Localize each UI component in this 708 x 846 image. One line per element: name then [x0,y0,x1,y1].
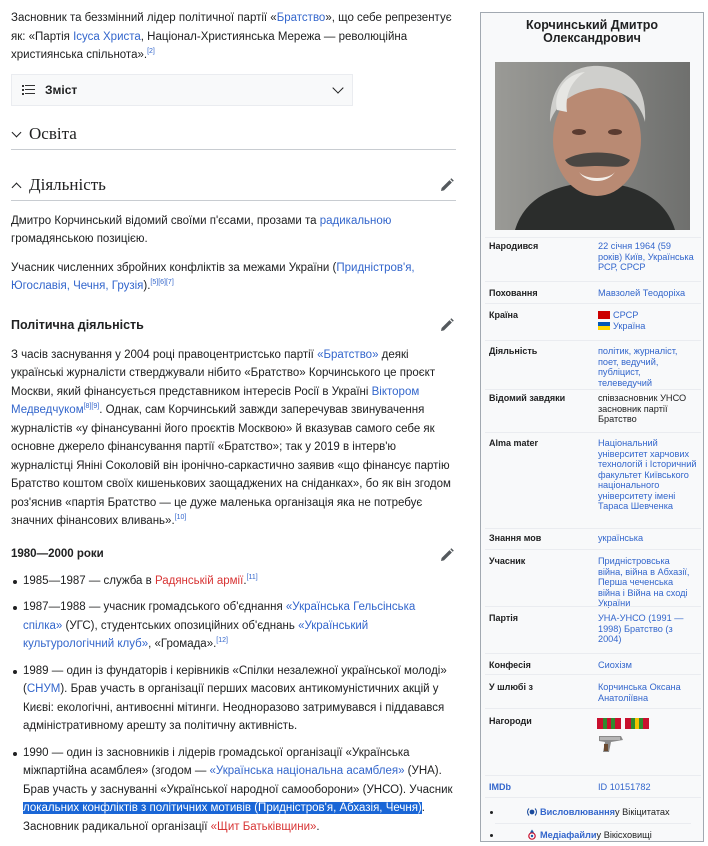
infobox-row-party [489,613,697,645]
link-soviet-army[interactable]: Радянській армії [154,574,244,587]
edit-pencil-icon[interactable] [440,178,454,192]
row-value[interactable]: політик, журналіст, поет, ведучий, публіцист, телеведучий [597,346,678,388]
text: 1987—1988 — учасник громадського об'єднання [23,601,286,613]
row-label: Партія [489,613,519,623]
chevron-down-icon [12,127,22,137]
row-label: Відомий завдяки [489,393,566,403]
ukraine-flag-icon [598,322,610,330]
text: . [243,574,247,587]
infobox-row-burial [489,288,697,299]
section-heading-activity[interactable] [11,171,456,201]
wikiquote-icon [527,807,537,817]
edit-pencil-icon[interactable] [440,548,454,562]
row-value[interactable]: Придністровська війна, війна в Абхазії, Перша чеченська війна і Війна на сході України [597,556,690,608]
link-medvedchuk[interactable]: Віктором Медведчуком [11,385,420,416]
infobox-row-languages [489,533,697,544]
imdb-label[interactable]: IMDb [489,782,511,792]
row-label: Народився [489,241,539,251]
list-item [11,662,456,736]
infobox-row-born [489,241,697,273]
infobox-row-participant [489,556,697,609]
section-title: Діяльність [29,175,106,194]
infobox [480,12,704,842]
text: ). [143,280,151,292]
infobox-row-country [489,310,697,331]
text: , Націонал-Християнська Мережа — революційна християнська спільнота». [11,30,408,61]
link-helsinki-union[interactable]: «Українська Гельсінська спілка» [23,601,416,632]
infobox-row-awards [489,716,697,766]
row-value[interactable]: Національний університет харчових технологій і Історичний факультет Київського національного університету імені Тараса Шевченка [597,438,697,511]
row-value[interactable]: 22 січня 1964 (59 років) Київ, Українська РСР, СРСР [597,241,694,272]
row-value[interactable]: Корчинська Оксана Анатоліївна [597,682,681,703]
infobox-row-alma-mater [489,438,697,512]
text: у Вікісховищі [596,830,652,840]
text: 1990 — один із засновників і лідерів громадської організації «Українська міжпартійна асамблея» (згодом — [23,746,410,777]
text: (УНА). Брав участь у заснуванні «Української народної самооборони» (УНСО). Учасник [23,765,453,796]
awards [597,716,697,766]
political-paragraph [11,346,456,531]
text: деякі українські журналісти стверджували нібито «Братство» Корчинського це проєкт Москви, який фінансується представником інтересів Росії в Україні [11,348,436,398]
row-label: Діяльність [489,346,538,356]
link-bratstvo[interactable]: «Братство» [317,348,379,361]
ref[interactable]: [11] [246,573,258,581]
list-item [11,744,456,837]
link-radical[interactable]: радикальною [319,214,392,227]
wikiquote-link [490,804,696,820]
row-value[interactable]: Мавзолей Теодоріха [597,288,686,298]
infobox-row-religion [489,660,697,671]
row-label: Країна [489,310,518,320]
toc-toggle[interactable] [11,74,353,106]
row-value[interactable]: Сиохізм [597,660,632,670]
infobox-title: Корчинський Дмитро Олександрович [525,18,659,45]
row-value: співзасновник УНСО засновник партії Братство [597,393,687,424]
ref[interactable]: [5][6][7] [150,279,174,287]
text: ). Брав участь в організації перших масових антикомуністичних акцій у Києві: екологічні, антивоєнні мітинги. Неодноразово затримувався і піддавався адміністративному арешту за політичну активність. [23,683,445,732]
chevron-up-icon [12,182,22,192]
award-ribbons-icon[interactable] [597,716,697,764]
wikimedia-commons-icon [527,829,537,841]
row-label: Нагороди [489,716,532,726]
link-ukraine[interactable]: Україна [612,320,646,331]
infobox-row-known-for [489,393,697,425]
text: Учасник численних збройних конфліктів за межами України ( [11,261,337,274]
wikiquote-link-label[interactable]: Висловлювання [540,807,616,817]
link-ussr[interactable]: СРСР [612,310,639,320]
activity-paragraph-2 [11,259,456,296]
intro-paragraph [11,9,456,65]
text: З часів заснування у 2004 році правоцентристсько партії [11,348,318,361]
link-snum[interactable]: СНУМ [26,683,61,695]
ref[interactable]: [12] [216,637,228,645]
row-value [598,310,697,331]
row-label: Учасник [489,556,526,566]
text: . Засновник радикальної організації [23,802,425,833]
text: . Однак, сам Корчинський завжди заперечував звинувачення журналістів «у фінансуванні його проєктів Москвою» й вказував самого себе як основне джерело фінансування партії «Братство»; так у 2019 в інтерв'ю журналістці Яніні Соколовій він іронічно-саркастично заявив «що фінансує партію Братство коштом своїх кишенькових заощаджених на сніданках», бо як він згодом роз'яснив «партія Братство — це дуже маленька організація яка не потребує значних фінансових вливань». [11,404,451,527]
text: Дмитро Корчинський відомий своїми п'єсами, прозами та [11,214,320,227]
row-value[interactable]: УНА-УНСО (1991 — 1998) Братство (з 2004) [597,613,684,644]
years-list [11,572,456,837]
text: Засновник та беззмінний лідер політичної партії « [11,12,277,24]
subheading-title: 1980—2000 роки [11,547,104,560]
link-jesus-christ[interactable]: Ісуса Христа [73,30,141,43]
subheading-title: Політична діяльність [11,317,144,332]
link-una[interactable]: «Українська національна асамблея» [209,765,405,777]
imdb-id[interactable]: ID 10151782 [597,782,651,792]
text: у Вікіцитатах [615,807,670,817]
row-label: Конфесія [489,660,531,670]
text: громадянською позицією. [11,233,148,245]
list-icon [22,85,35,94]
ref[interactable]: [8][9] [83,403,100,411]
chevron-down-icon [332,82,343,93]
edit-pencil-icon[interactable] [440,318,454,332]
link-conflicts[interactable]: Придністров'я, Югославія, Чечня, Грузія [11,261,415,292]
section-title: Освіта [29,124,77,143]
text: . [316,820,320,833]
list-item [11,572,456,591]
ref[interactable]: [2] [147,48,155,56]
row-label: Знання мов [489,533,542,543]
text: », що себе репрезентує як: «Партія [11,12,452,43]
subheading-years [11,548,456,564]
selected-text[interactable]: локальних конфліктів з політичних мотивів (Придністров'я, Абхазія, Чечня) [23,802,422,814]
commons-link [490,827,696,843]
article-content [11,9,456,836]
row-value[interactable]: українська [597,533,644,543]
link-bratstvo[interactable]: Братство [276,12,326,24]
link-culture-club[interactable]: «Український культурологічний клуб» [23,619,369,650]
infobox-row-occupation [489,346,697,388]
toc-label: Зміст [45,82,78,97]
text: , «Громада». [148,638,217,650]
ref[interactable]: [10] [174,514,187,522]
text: 1989 — один із фундаторів і керівників «Спілки незалежної української молоді» ( [23,664,447,695]
portrait-photo[interactable] [495,62,690,230]
row-label: У шлюбі з [489,682,533,692]
link-shield[interactable]: «Щит Батьківщини» [210,820,317,833]
list-item [11,598,456,654]
activity-paragraph-1 [11,212,456,249]
text: 1985—1987 — служба в [23,574,155,587]
ussr-flag-icon [598,311,610,319]
row-label: Alma mater [489,438,539,448]
text: (УГС), студентських опозиційних об'єднань [62,619,299,632]
infobox-row-imdb [489,782,697,793]
section-heading-education[interactable] [11,120,456,150]
row-label: Поховання [489,288,538,298]
commons-link-label[interactable]: Медіафайли [540,830,597,840]
infobox-row-spouse [489,682,697,703]
subheading-political [11,318,456,336]
